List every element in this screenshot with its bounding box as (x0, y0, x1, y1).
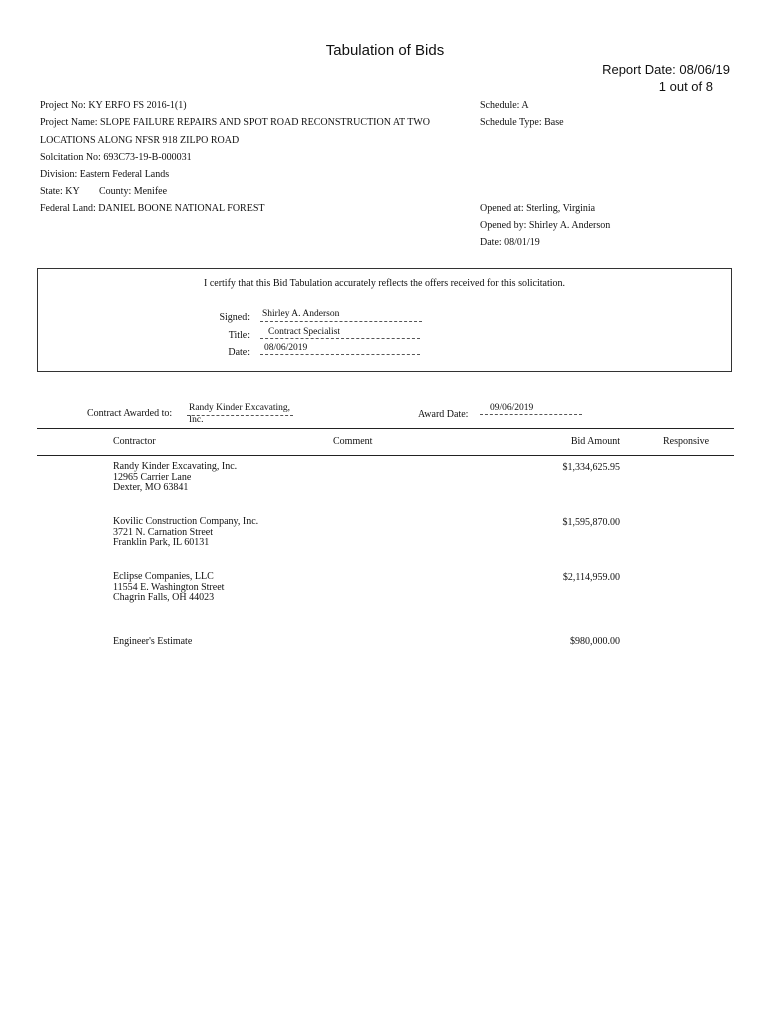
bid-amount: $1,334,625.95 (562, 462, 620, 473)
table-header-rule (37, 455, 734, 456)
page-count: 1 out of 8 (658, 79, 713, 94)
project-name-line2: LOCATIONS ALONG NFSR 918 ZILPO ROAD (40, 135, 240, 146)
table-top-rule (37, 428, 734, 429)
project-name-line1: Project Name: SLOPE FAILURE REPAIRS AND SPOT ROAD RECONSTRUCTION AT TWO (40, 117, 431, 128)
header-contractor: Contractor (113, 436, 156, 447)
header-responsive: Responsive (663, 436, 710, 447)
schedule: Schedule: A (480, 100, 529, 111)
header-comment: Comment (333, 436, 373, 447)
title-label: Title: (228, 330, 250, 341)
opened-date: Date: 08/01/19 (480, 237, 540, 248)
engineers-estimate-amount: $980,000.00 (570, 636, 620, 647)
certification-box (37, 268, 732, 372)
signed-value: Shirley A. Anderson (260, 308, 422, 322)
table-row (113, 462, 237, 494)
table-row (113, 572, 224, 604)
engineers-estimate-label: Engineer's Estimate (113, 636, 193, 647)
solicitation-number: Solcitation No: 693C73-19-B-000031 (40, 152, 192, 163)
title-value: Contract Specialist (260, 326, 420, 339)
schedule-type: Schedule Type: Base (480, 117, 564, 128)
page-title: Tabulation of Bids (325, 42, 445, 59)
opened-by: Opened by: Shirley A. Anderson (480, 220, 611, 231)
contractor-address-line2: Chagrin Falls, OH 44023 (113, 592, 215, 603)
bid-amount: $2,114,959.00 (562, 572, 620, 583)
project-number: Project No: KY ERFO FS 2016-1(1) (40, 100, 187, 111)
county: County: Menifee (99, 186, 168, 197)
award-date-label: Award Date: (418, 409, 469, 420)
contract-awarded-value: Randy Kinder Excavating, Inc. (187, 402, 293, 416)
opened-at: Opened at: Sterling, Virginia (480, 203, 596, 214)
division: Division: Eastern Federal Lands (40, 169, 170, 180)
contractor-address-line1: 12965 Carrier Lane (113, 471, 192, 483)
contractor-address-line2: Dexter, MO 63841 (113, 482, 189, 493)
report-date: Report Date: 08/06/19 (602, 62, 730, 77)
contractor-name: Eclipse Companies, LLC (113, 571, 214, 582)
contractor-name: Randy Kinder Excavating, Inc. (113, 461, 238, 472)
state: State: KY (40, 186, 80, 197)
contractor-address-line1: 3721 N. Carnation Street (113, 526, 213, 538)
certification-statement: I certify that this Bid Tabulation accurately reflects the offers received for this solicitation. (203, 278, 566, 289)
contractor-address-line1: 11554 E. Washington Street (113, 581, 225, 593)
signed-label: Signed: (219, 312, 250, 323)
bid-amount: $1,595,870.00 (562, 517, 620, 528)
contractor-address-line2: Franklin Park, IL 60131 (113, 537, 210, 548)
date-value: 08/06/2019 (260, 342, 420, 355)
header-bid-amount: Bid Amount (570, 436, 620, 447)
contractor-name: Kovilic Construction Company, Inc. (113, 516, 259, 527)
contract-awarded-label: Contract Awarded to: (87, 408, 173, 419)
award-date-value: 09/06/2019 (480, 402, 582, 415)
date-label: Date: (228, 347, 250, 358)
federal-land: Federal Land: DANIEL BOONE NATIONAL FOREST (40, 203, 265, 214)
table-row (113, 517, 258, 549)
